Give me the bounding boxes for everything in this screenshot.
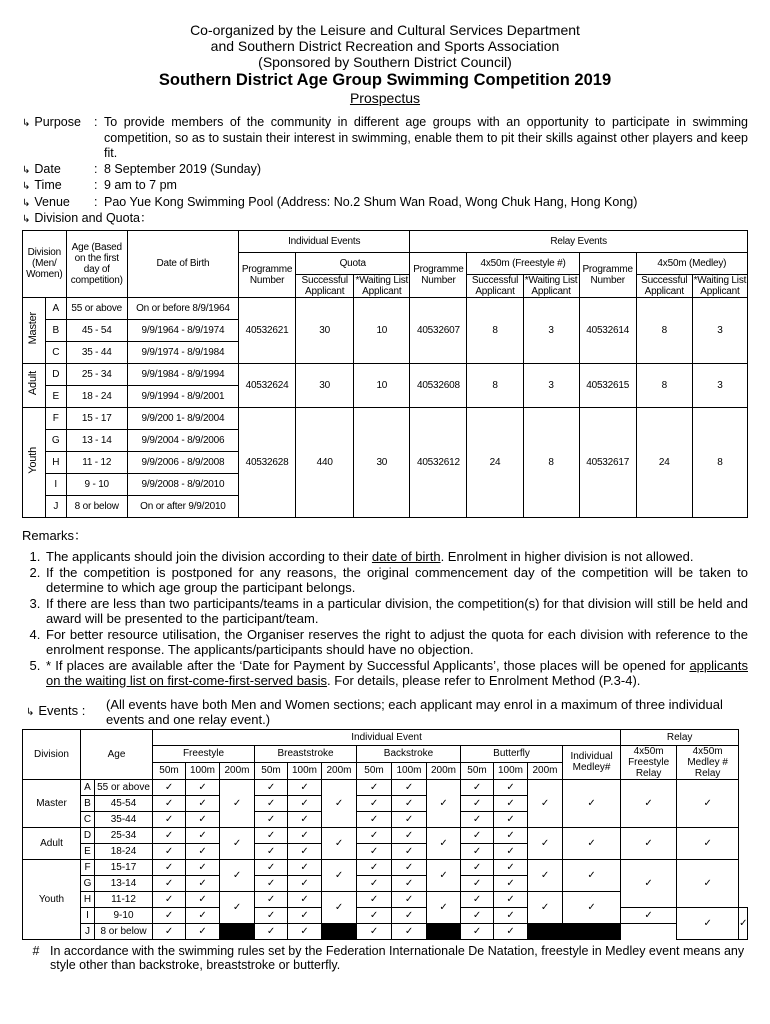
- breaststroke-50m-tick: ✓: [255, 843, 288, 859]
- distance-header: 200m: [220, 762, 255, 779]
- date-of-birth: On or after 9/9/2010: [127, 495, 238, 517]
- backstroke-50m-tick: ✓: [357, 795, 392, 811]
- individual-medley-tick: ✓: [563, 779, 621, 827]
- quota-med-wait: 3: [692, 297, 747, 363]
- breaststroke-50m-tick: ✓: [255, 811, 288, 827]
- division-cell: [23, 297, 46, 363]
- age-group-code: E: [81, 843, 95, 859]
- page-subtitle: Prospectus: [349, 90, 421, 106]
- quota-free-wait: 8: [523, 407, 579, 517]
- division-quota-table: [22, 230, 748, 518]
- age-range: 55 or above: [66, 297, 127, 319]
- butterfly-200m-blocked: [528, 923, 563, 939]
- relay-freestyle-tick: ✓: [677, 907, 739, 939]
- freestyle-50m-tick: ✓: [153, 779, 186, 795]
- relay-freestyle-tick: ✓: [621, 859, 677, 907]
- breaststroke-100m-tick: ✓: [288, 891, 322, 907]
- footnote-text: In accordance with the swimming rules set by the Federation Internationale De Natation, freestyle in Medley event means any style other than backstroke, breaststroke or butterfly.: [50, 943, 745, 972]
- relay-medley-tick: ✓: [677, 779, 739, 827]
- butterfly-50m-tick: ✓: [461, 779, 494, 795]
- breaststroke-100m-tick: ✓: [288, 859, 322, 875]
- distance-header: 50m: [461, 762, 494, 779]
- col-freestyle: Freestyle: [153, 745, 255, 762]
- butterfly-50m-tick: ✓: [494, 907, 528, 923]
- butterfly-100m-tick: ✓: [494, 779, 528, 795]
- age-group-code: D: [45, 363, 66, 385]
- bullet-icon: ↳: [22, 181, 31, 192]
- freestyle-100m-tick: ✓: [186, 875, 220, 891]
- date-of-birth: 9/9/1964 - 8/9/1974: [127, 319, 238, 341]
- age-group-code: F: [81, 859, 95, 875]
- events-note: (All events have both Men and Women sections; each applicant may enrol in a maximum of three individual events and one relay event.): [106, 696, 723, 727]
- butterfly-50m-tick: ✓: [461, 811, 494, 827]
- age-group-code: J: [81, 923, 95, 939]
- table-row: [23, 363, 748, 385]
- freestyle-100m-tick: ✓: [186, 779, 220, 795]
- distance-header: 100m: [288, 762, 322, 779]
- breaststroke-50m-tick: ✓: [255, 779, 288, 795]
- freestyle-50m-tick: ✓: [153, 875, 186, 891]
- butterfly-100m-tick: ✓: [494, 923, 528, 939]
- freestyle-50m-tick: ✓: [153, 923, 186, 939]
- freestyle-200m-tick: ✓: [220, 859, 255, 891]
- organizer-line-2: and Southern District Recreation and Sports Association: [210, 38, 560, 54]
- col-med-waiting: *Waiting List Applicant: [693, 274, 747, 297]
- quota-ind-prog: 40532621: [238, 297, 295, 363]
- butterfly-50m-tick: ✓: [461, 891, 494, 907]
- quota-med-wait: 8: [692, 407, 747, 517]
- date-of-birth: 9/9/200 1- 8/9/2004: [127, 407, 238, 429]
- freestyle-200m-tick: ✓: [220, 779, 255, 827]
- col-med-programme: Programme Number: [579, 252, 636, 297]
- col-med-relay: 4x50m (Medley): [636, 252, 747, 274]
- quota-free-prog: 40532612: [410, 407, 467, 517]
- remark-item: 1. The applicants should join the division according to their date of birth. Enrolment in higher division is not allowed.: [44, 549, 748, 565]
- relay-medley-tick: ✓: [739, 907, 748, 939]
- bullet-icon: ↳: [22, 118, 31, 129]
- age-range: 13 - 14: [66, 429, 127, 451]
- time-text: 9 am to 7 pm: [104, 178, 177, 192]
- backstroke-100m-tick: ✓: [392, 907, 427, 923]
- breaststroke-100m-tick: ✓: [288, 827, 322, 843]
- age-range: 11-12: [95, 891, 153, 907]
- remark-item: 5. * If places are available after the ‘Date for Payment by Successful Applicants’, those places will be opened for applicants on the waiting list on first-come-first-served basis. For details, please refer to Enrolment Method (P.3-4).: [44, 658, 748, 689]
- date-of-birth: 9/9/1974 - 8/9/1984: [127, 341, 238, 363]
- backstroke-50m-tick: ✓: [357, 779, 392, 795]
- breaststroke-50m-tick: ✓: [255, 827, 288, 843]
- date-of-birth: 9/9/2008 - 8/9/2010: [127, 473, 238, 495]
- backstroke-200m-tick: ✓: [427, 779, 461, 827]
- age-group-code: A: [45, 297, 66, 319]
- age-range: 25-34: [95, 827, 153, 843]
- col-ind-quota: Quota: [296, 252, 410, 274]
- col-ind-programme: Programme Number: [238, 252, 295, 297]
- remark-item: 4. For better resource utilisation, the Organiser reserves the right to adjust the quota for each division with reference to the enrolment response. The applicants/participants should have no objection.: [44, 627, 748, 658]
- distance-header: 100m: [494, 762, 528, 779]
- date-label: Date: [34, 161, 61, 176]
- quota-ind-succ: 30: [296, 297, 354, 363]
- col-ind-waiting: *Waiting List Applicant: [355, 274, 409, 297]
- butterfly-50m-tick: ✓: [461, 843, 494, 859]
- breaststroke-200m-tick: ✓: [322, 859, 357, 891]
- col-free-successful: Successful Applicant: [467, 274, 523, 297]
- backstroke-50m-tick: ✓: [357, 907, 392, 923]
- backstroke-50m-tick: ✓: [357, 859, 392, 875]
- organizer-line-1: Co-organized by the Leisure and Cultural Services Department: [190, 22, 580, 38]
- division-name: Youth: [23, 859, 81, 939]
- age-group-code: H: [45, 451, 66, 473]
- date-of-birth: 9/9/1994 - 8/9/2001: [127, 385, 238, 407]
- col-free-relay: 4x50m (Freestyle #): [467, 252, 579, 274]
- breaststroke-200m-blocked: [322, 923, 357, 939]
- events-heading: [26, 697, 748, 727]
- butterfly-50m-tick: ✓: [461, 795, 494, 811]
- page-title: Southern District Age Group Swimming Competition 2019: [158, 71, 612, 89]
- breaststroke-100m-tick: ✓: [288, 795, 322, 811]
- table-row: [23, 827, 748, 843]
- backstroke-200m-tick: ✓: [427, 891, 461, 923]
- backstroke-200m-tick: ✓: [427, 859, 461, 891]
- backstroke-100m-tick: ✓: [392, 795, 427, 811]
- table-row: [23, 779, 748, 795]
- butterfly-100m-tick: ✓: [494, 795, 528, 811]
- table-row: [23, 907, 748, 923]
- division-name: Youth: [27, 447, 40, 474]
- breaststroke-50m-tick: ✓: [255, 923, 288, 939]
- backstroke-100m-tick: ✓: [392, 859, 427, 875]
- age-range: 18-24: [95, 843, 153, 859]
- quota-ind-prog: 40532624: [238, 363, 295, 407]
- distance-header: 50m: [153, 762, 186, 779]
- age-group-code: G: [45, 429, 66, 451]
- col-individual-event: Individual Event: [153, 729, 621, 745]
- col-dob: Date of Birth: [127, 230, 238, 297]
- distance-header: 50m: [255, 762, 288, 779]
- col-division: Division: [23, 729, 81, 779]
- butterfly-200m-tick: ✓: [528, 779, 563, 827]
- quota-free-wait: 3: [523, 297, 579, 363]
- backstroke-100m-tick: ✓: [392, 843, 427, 859]
- quota-ind-wait: 30: [354, 407, 410, 517]
- freestyle-200m-tick: ✓: [220, 891, 255, 923]
- age-group-code: I: [81, 907, 95, 923]
- freestyle-100m-tick: ✓: [186, 859, 220, 875]
- distance-header: 200m: [427, 762, 461, 779]
- butterfly-200m-tick: ✓: [528, 891, 563, 923]
- freestyle-50m-tick: ✓: [153, 795, 186, 811]
- breaststroke-50m-tick: ✓: [255, 859, 288, 875]
- age-range: 18 - 24: [66, 385, 127, 407]
- age-group-code: E: [45, 385, 66, 407]
- backstroke-100m-tick: ✓: [392, 827, 427, 843]
- age-group-code: D: [81, 827, 95, 843]
- age-group-code: B: [81, 795, 95, 811]
- time-label: Time: [34, 178, 62, 192]
- freestyle-50m-tick: ✓: [153, 843, 186, 859]
- distance-header: 200m: [322, 762, 357, 779]
- backstroke-50m-tick: ✓: [357, 811, 392, 827]
- quota-free-wait: 3: [523, 363, 579, 407]
- age-group-code: F: [45, 407, 66, 429]
- distance-header: 100m: [392, 762, 427, 779]
- backstroke-100m-tick: ✓: [392, 779, 427, 795]
- age-range: 8 or below: [95, 923, 153, 939]
- col-breaststroke: Breaststroke: [255, 745, 357, 762]
- col-free-waiting: *Waiting List Applicant: [524, 274, 578, 297]
- age-range: 15-17: [95, 859, 153, 875]
- backstroke-100m-tick: ✓: [392, 891, 427, 907]
- butterfly-200m-tick: ✓: [528, 827, 563, 859]
- bullet-icon: ↳: [22, 197, 31, 209]
- age-range: 13-14: [95, 875, 153, 891]
- events-table: [22, 729, 748, 940]
- sponsor-line: (Sponsored by Southern District Council): [258, 54, 512, 70]
- individual-medley-tick: ✓: [563, 859, 621, 891]
- butterfly-100m-tick: ✓: [494, 891, 528, 907]
- col-relay-freestyle: 4x50m Freestyle Relay: [621, 745, 677, 779]
- breaststroke-50m-tick: ✓: [255, 875, 288, 891]
- venue-text: Pao Yue Kong Swimming Pool (Address: No.2 Shum Wan Road, Wong Chuk Hang, Hong Kong): [104, 194, 638, 209]
- bullet-icon: ↳: [26, 706, 35, 718]
- breaststroke-200m-tick: ✓: [322, 891, 357, 923]
- quota-med-prog: 40532617: [579, 407, 636, 517]
- age-group-code: B: [45, 319, 66, 341]
- venue-label: Venue: [34, 194, 70, 209]
- remarks-section: [22, 528, 748, 689]
- butterfly-50m-tick: ✓: [461, 923, 494, 939]
- purpose-label: Purpose: [34, 115, 81, 129]
- age-group-code: H: [81, 891, 95, 907]
- time-row: ↳ Time : 9 am to 7 pm: [22, 178, 748, 195]
- freestyle-50m-tick: ✓: [153, 827, 186, 843]
- quota-free-prog: 40532607: [410, 297, 467, 363]
- division-name: Adult: [27, 371, 40, 396]
- remark-item: 2. If the competition is postponed for any reasons, the original commencement day of the competition will be taken to determine to which age group the participant belongs.: [44, 565, 748, 596]
- freestyle-200m-blocked: [220, 923, 255, 939]
- freestyle-200m-tick: ✓: [220, 827, 255, 859]
- breaststroke-200m-tick: ✓: [322, 779, 357, 827]
- col-butterfly: Butterfly: [461, 745, 563, 762]
- freestyle-50m-tick: ✓: [153, 907, 186, 923]
- age-range: 9-10: [95, 907, 153, 923]
- quota-ind-prog: 40532628: [238, 407, 295, 517]
- age-group-code: C: [81, 811, 95, 827]
- backstroke-50m-tick: ✓: [357, 923, 392, 939]
- butterfly-50m-tick: ✓: [461, 859, 494, 875]
- age-group-code: C: [45, 341, 66, 363]
- freestyle-100m-tick: ✓: [186, 923, 220, 939]
- division-cell: [23, 363, 46, 407]
- quota-free-succ: 8: [467, 297, 523, 363]
- age-range: 9 - 10: [66, 473, 127, 495]
- quota-free-prog: 40532608: [410, 363, 467, 407]
- distance-header: 200m: [528, 762, 563, 779]
- age-range: 45-54: [95, 795, 153, 811]
- freestyle-100m-tick: ✓: [186, 907, 220, 923]
- distance-header: 100m: [186, 762, 220, 779]
- info-section: [22, 115, 748, 228]
- table-row: [23, 407, 748, 429]
- backstroke-200m-blocked: [427, 923, 461, 939]
- date-of-birth: 9/9/2006 - 8/9/2008: [127, 451, 238, 473]
- venue-row: ↳ Venue : Pao Yue Kong Swimming Pool (Address: No.2 Shum Wan Road, Wong Chuk Hang, Hong Kong): [22, 195, 748, 212]
- backstroke-100m-tick: ✓: [392, 923, 427, 939]
- butterfly-50m-tick: ✓: [461, 827, 494, 843]
- individual-medley-blocked: [563, 923, 621, 939]
- age-range: 8 or below: [66, 495, 127, 517]
- butterfly-100m-tick: ✓: [494, 827, 528, 843]
- date-of-birth: 9/9/2004 - 8/9/2006: [127, 429, 238, 451]
- col-individual-events: Individual Events: [238, 230, 409, 252]
- quota-ind-succ: 440: [296, 407, 354, 517]
- butterfly-50m-tick: ✓: [461, 875, 494, 891]
- remarks-title: Remarks：: [22, 527, 88, 543]
- backstroke-50m-tick: ✓: [357, 843, 392, 859]
- age-group-code: G: [81, 875, 95, 891]
- quota-free-succ: 8: [467, 363, 523, 407]
- col-backstroke: Backstroke: [357, 745, 461, 762]
- table-row: [23, 923, 748, 939]
- breaststroke-50m-tick: ✓: [255, 907, 288, 923]
- freestyle-100m-tick: ✓: [186, 811, 220, 827]
- date-of-birth: On or before 8/9/1964: [127, 297, 238, 319]
- col-relay-medley: 4x50m Medley # Relay: [677, 745, 739, 779]
- butterfly-200m-tick: ✓: [528, 859, 563, 891]
- backstroke-50m-tick: ✓: [357, 891, 392, 907]
- backstroke-50m-tick: ✓: [357, 875, 392, 891]
- footnote: [22, 944, 748, 972]
- age-range: 55 or above: [95, 779, 153, 795]
- col-relay: Relay: [621, 729, 739, 745]
- backstroke-50m-tick: ✓: [357, 827, 392, 843]
- breaststroke-100m-tick: ✓: [288, 875, 322, 891]
- breaststroke-200m-tick: ✓: [322, 827, 357, 859]
- age-range: 11 - 12: [66, 451, 127, 473]
- date-of-birth: 9/9/1984 - 8/9/1994: [127, 363, 238, 385]
- remark-item: 3. If there are less than two participants/teams in a particular division, the competition(s) for that division will still be held and award will be presented to the participant/team.: [44, 596, 748, 627]
- col-free-programme: Programme Number: [410, 252, 467, 297]
- age-range: 25 - 34: [66, 363, 127, 385]
- col-med-successful: Successful Applicant: [636, 274, 692, 297]
- age-group-code: I: [45, 473, 66, 495]
- col-individual-medley: Individual Medley#: [563, 745, 621, 779]
- quota-med-prog: 40532615: [579, 363, 636, 407]
- bullet-icon: ↳: [22, 214, 31, 225]
- quota-ind-wait: 10: [354, 297, 410, 363]
- quota-med-succ: 8: [636, 297, 692, 363]
- age-range: 15 - 17: [66, 407, 127, 429]
- age-group-code: J: [45, 495, 66, 517]
- breaststroke-100m-tick: ✓: [288, 907, 322, 923]
- distance-header: 50m: [357, 762, 392, 779]
- relay-medley-tick: ✓: [677, 827, 739, 859]
- events-label: Events :: [38, 702, 86, 718]
- quota-med-succ: 24: [636, 407, 692, 517]
- backstroke-100m-tick: ✓: [392, 811, 427, 827]
- butterfly-100m-tick: ✓: [494, 875, 528, 891]
- backstroke-200m-tick: ✓: [427, 827, 461, 859]
- butterfly-100m-tick: ✓: [494, 843, 528, 859]
- freestyle-50m-tick: ✓: [153, 891, 186, 907]
- purpose-row: ↳ Purpose : To provide members of the community in different age groups with an opportunity to participate in swimming competition, so as to sustain their interest in swimming, enable them to pit their skills against other players and keep fit.: [22, 115, 748, 160]
- breaststroke-100m-tick: ✓: [288, 923, 322, 939]
- butterfly-100m-tick: ✓: [621, 907, 677, 923]
- col-division: Division (Men/ Women): [23, 230, 67, 297]
- age-range: 35 - 44: [66, 341, 127, 363]
- col-ind-successful: Successful Applicant: [296, 274, 354, 297]
- relay-freestyle-tick: ✓: [621, 827, 677, 859]
- age-range: 45 - 54: [66, 319, 127, 341]
- footnote-mark: #: [32, 943, 40, 958]
- bullet-icon: ↳: [22, 164, 31, 176]
- quota-med-succ: 8: [636, 363, 692, 407]
- freestyle-100m-tick: ✓: [186, 843, 220, 859]
- col-age: Age (Based on the first day of competition): [66, 230, 127, 297]
- date-text: 8 September 2019 (Sunday): [104, 161, 262, 176]
- quota-ind-succ: 30: [296, 363, 354, 407]
- relay-medley-tick: ✓: [677, 859, 739, 907]
- division-quota-heading: ↳ Division and Quota：: [22, 211, 153, 225]
- remarks-list: [22, 549, 748, 689]
- division-cell: [23, 407, 46, 517]
- butterfly-100m-tick: ✓: [494, 811, 528, 827]
- freestyle-50m-tick: ✓: [153, 811, 186, 827]
- quota-med-wait: 3: [692, 363, 747, 407]
- breaststroke-100m-tick: ✓: [288, 811, 322, 827]
- freestyle-50m-tick: ✓: [153, 859, 186, 875]
- backstroke-200m-tick: ✓: [461, 907, 494, 923]
- backstroke-100m-tick: ✓: [392, 875, 427, 891]
- breaststroke-100m-tick: ✓: [288, 843, 322, 859]
- freestyle-100m-tick: ✓: [186, 891, 220, 907]
- age-group-code: A: [81, 779, 95, 795]
- division-name: Master: [23, 779, 81, 827]
- butterfly-100m-tick: ✓: [494, 859, 528, 875]
- breaststroke-50m-tick: ✓: [255, 891, 288, 907]
- division-name: Adult: [23, 827, 81, 859]
- table-row: [23, 297, 748, 319]
- quota-med-prog: 40532614: [579, 297, 636, 363]
- date-row: ↳ Date : 8 September 2019 (Sunday): [22, 162, 748, 179]
- individual-medley-tick: ✓: [563, 891, 621, 923]
- table-row: [23, 859, 748, 875]
- breaststroke-100m-tick: ✓: [288, 779, 322, 795]
- relay-freestyle-tick: ✓: [621, 779, 677, 827]
- freestyle-100m-tick: ✓: [186, 795, 220, 811]
- quota-ind-wait: 10: [354, 363, 410, 407]
- individual-medley-tick: ✓: [563, 827, 621, 859]
- col-age: Age: [81, 729, 153, 779]
- division-name: Master: [27, 312, 40, 345]
- freestyle-100m-tick: ✓: [186, 827, 220, 843]
- purpose-text: To provide members of the community in different age groups with an opportunity to participate in swimming competition, so as to sustain their interest in swimming, enable them to pit their skills against other players and keep fit.: [104, 115, 748, 160]
- age-range: 35-44: [95, 811, 153, 827]
- breaststroke-50m-tick: ✓: [255, 795, 288, 811]
- quota-free-succ: 24: [467, 407, 523, 517]
- col-relay-events: Relay Events: [410, 230, 748, 252]
